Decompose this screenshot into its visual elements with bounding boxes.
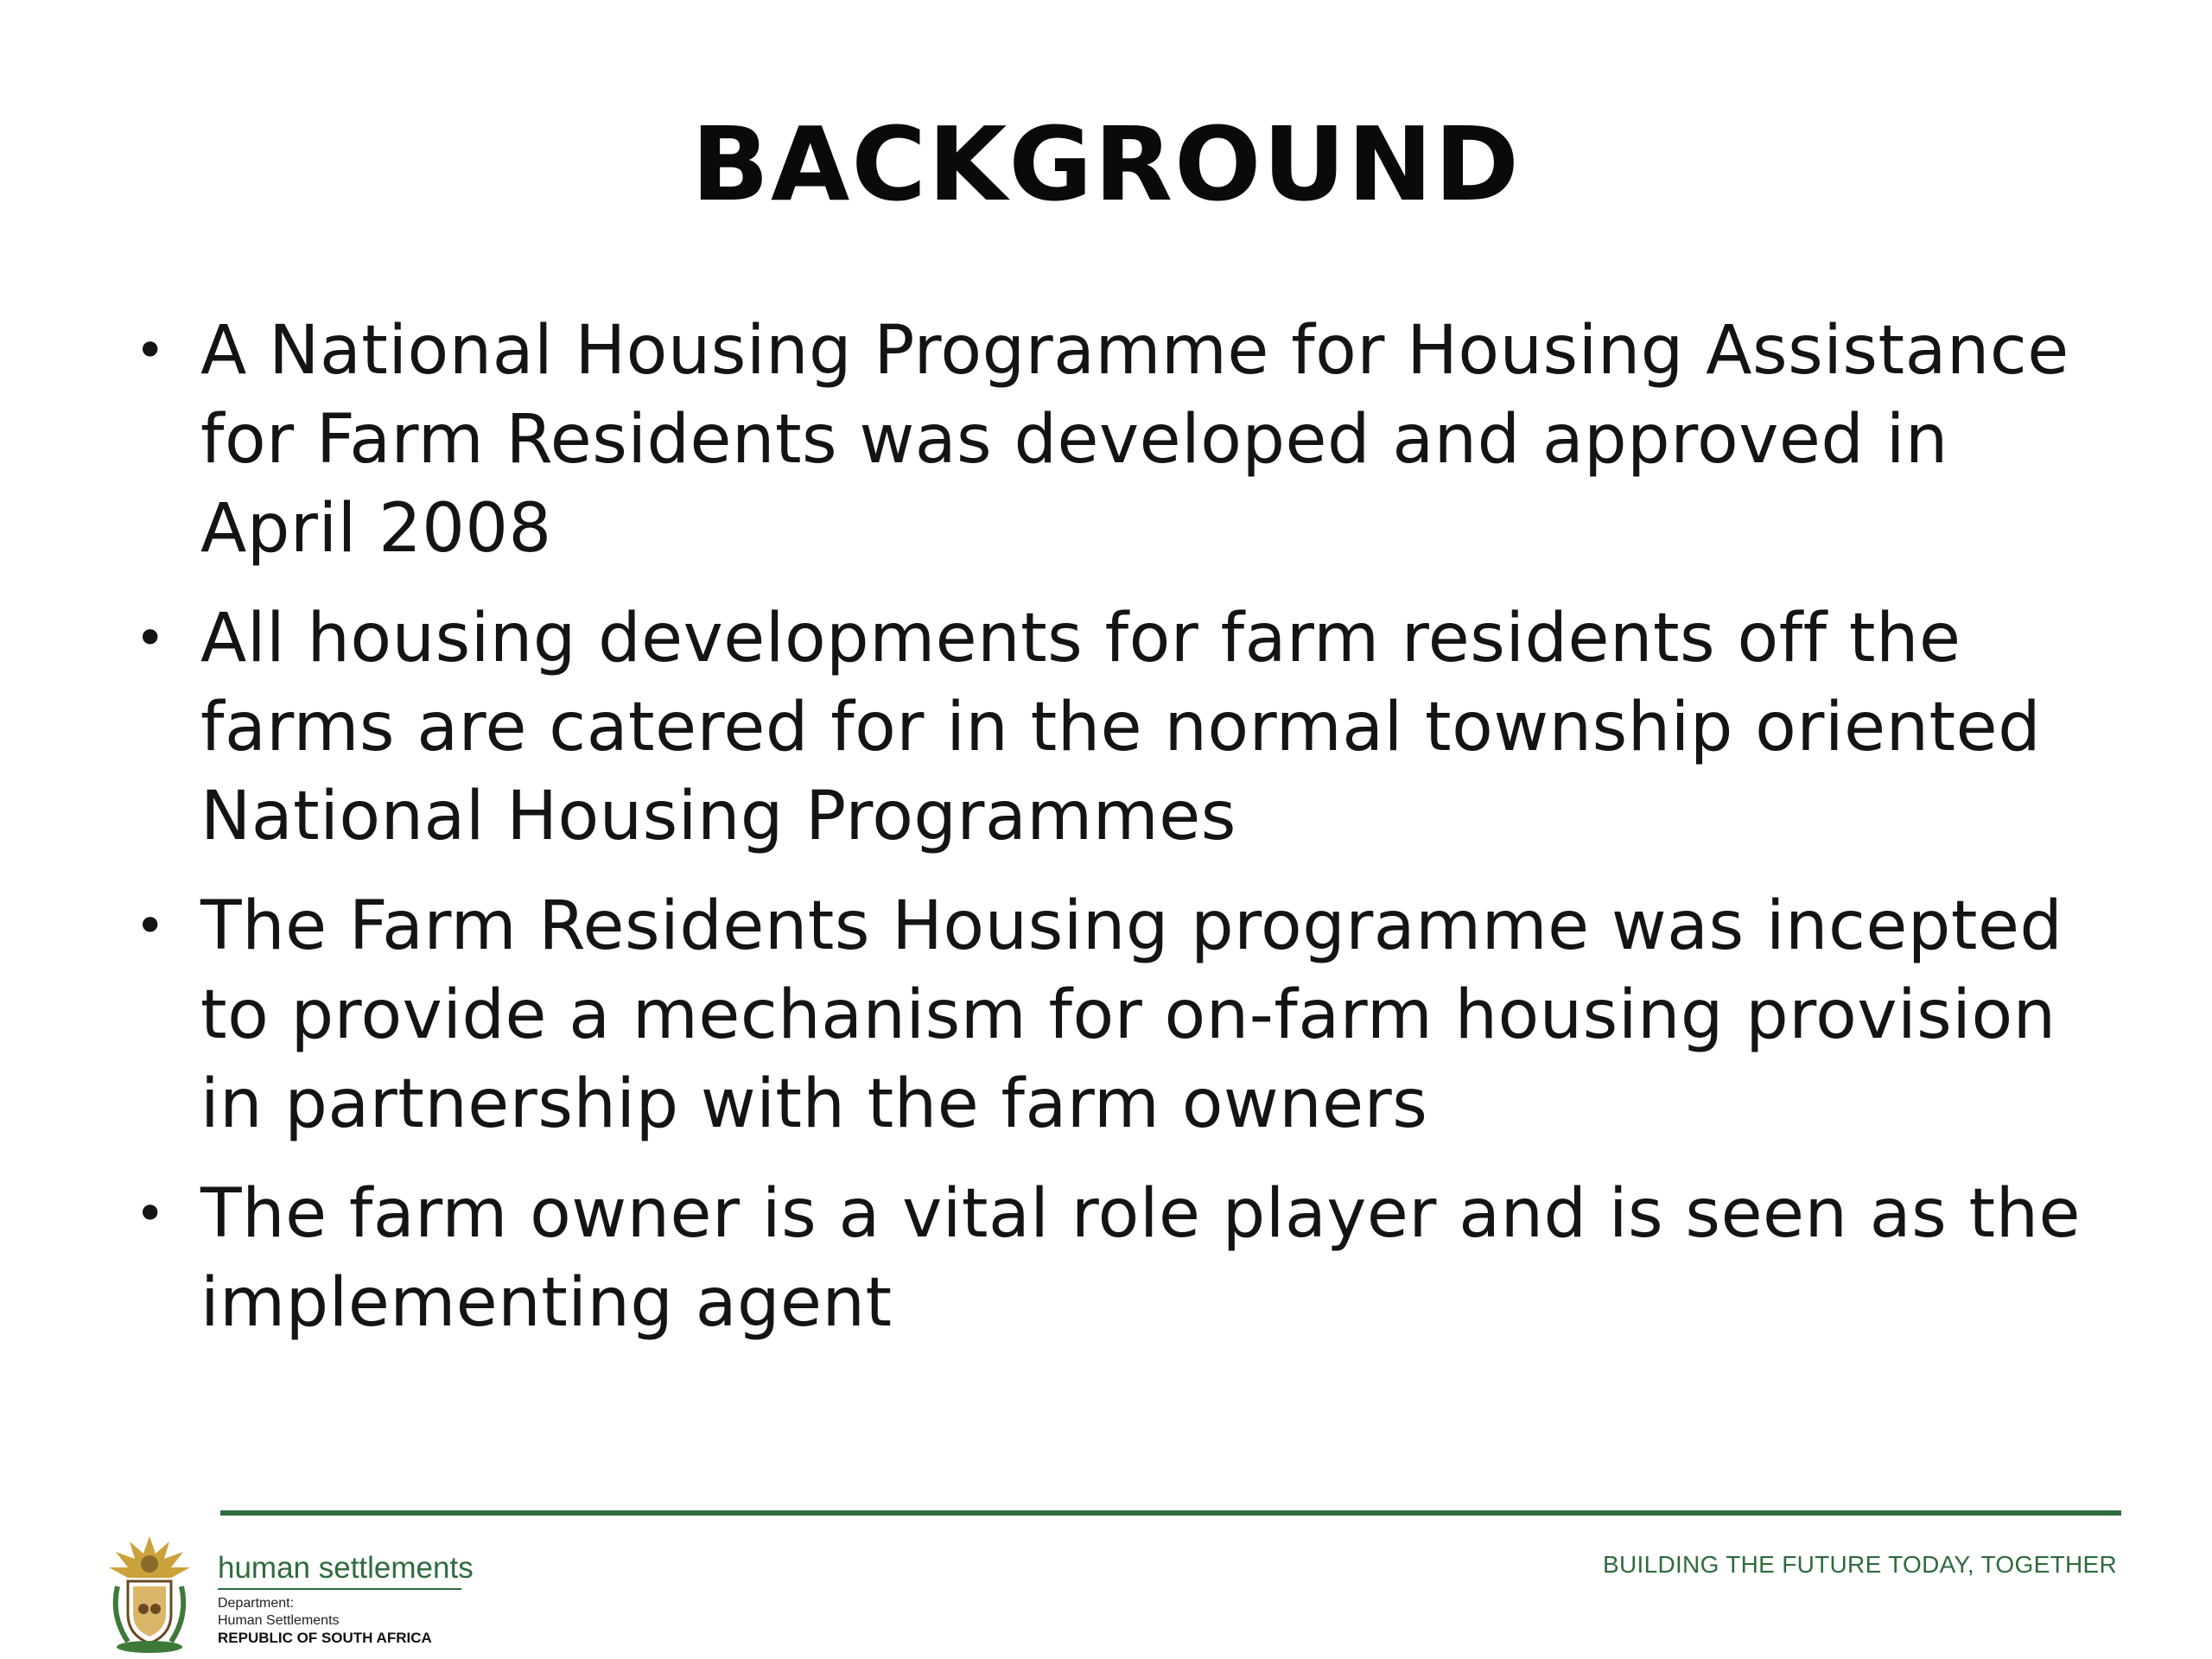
bullet-item: [130, 594, 2117, 861]
bullet-list: [130, 307, 2117, 1369]
logo-country: REPUBLIC OF SOUTH AFRICA: [218, 1630, 432, 1646]
bullet-text: The Farm Residents Housing programme was incepted to provide a mechanism for on-farm housing provision in partnership with the farm owners: [200, 887, 2063, 1143]
logo-dept-line: Human Settlements: [218, 1613, 340, 1628]
bullet-item: [130, 1170, 2117, 1348]
logo-dept-line: Department:: [218, 1596, 295, 1611]
bullet-icon: •: [135, 321, 166, 381]
bullet-icon: •: [135, 608, 166, 669]
slide-title: BACKGROUND: [691, 105, 1521, 224]
logo-underline: [218, 1588, 461, 1590]
footer-divider: [220, 1510, 2121, 1516]
footer-tagline: BUILDING THE FUTURE TODAY, TOGETHER: [1603, 1551, 2117, 1578]
bullet-item: [130, 882, 2117, 1149]
logo-department-block: [218, 1595, 432, 1647]
bullet-icon: •: [135, 1184, 166, 1244]
coat-of-arms-icon: [102, 1529, 197, 1655]
logo-wordmark: human settlements: [218, 1551, 474, 1585]
bullet-icon: •: [135, 896, 166, 957]
bullet-text: A National Housing Programme for Housing Assistance for Farm Residents was developed and approved in April 2008: [200, 312, 2069, 568]
bullet-text: All housing developments for farm residents off the farms are catered for in the normal township oriented National Housing Programmes: [200, 600, 2042, 855]
bullet-text: The farm owner is a vital role player and is seen as the implementing agent: [200, 1175, 2082, 1342]
bullet-item: [130, 307, 2117, 574]
